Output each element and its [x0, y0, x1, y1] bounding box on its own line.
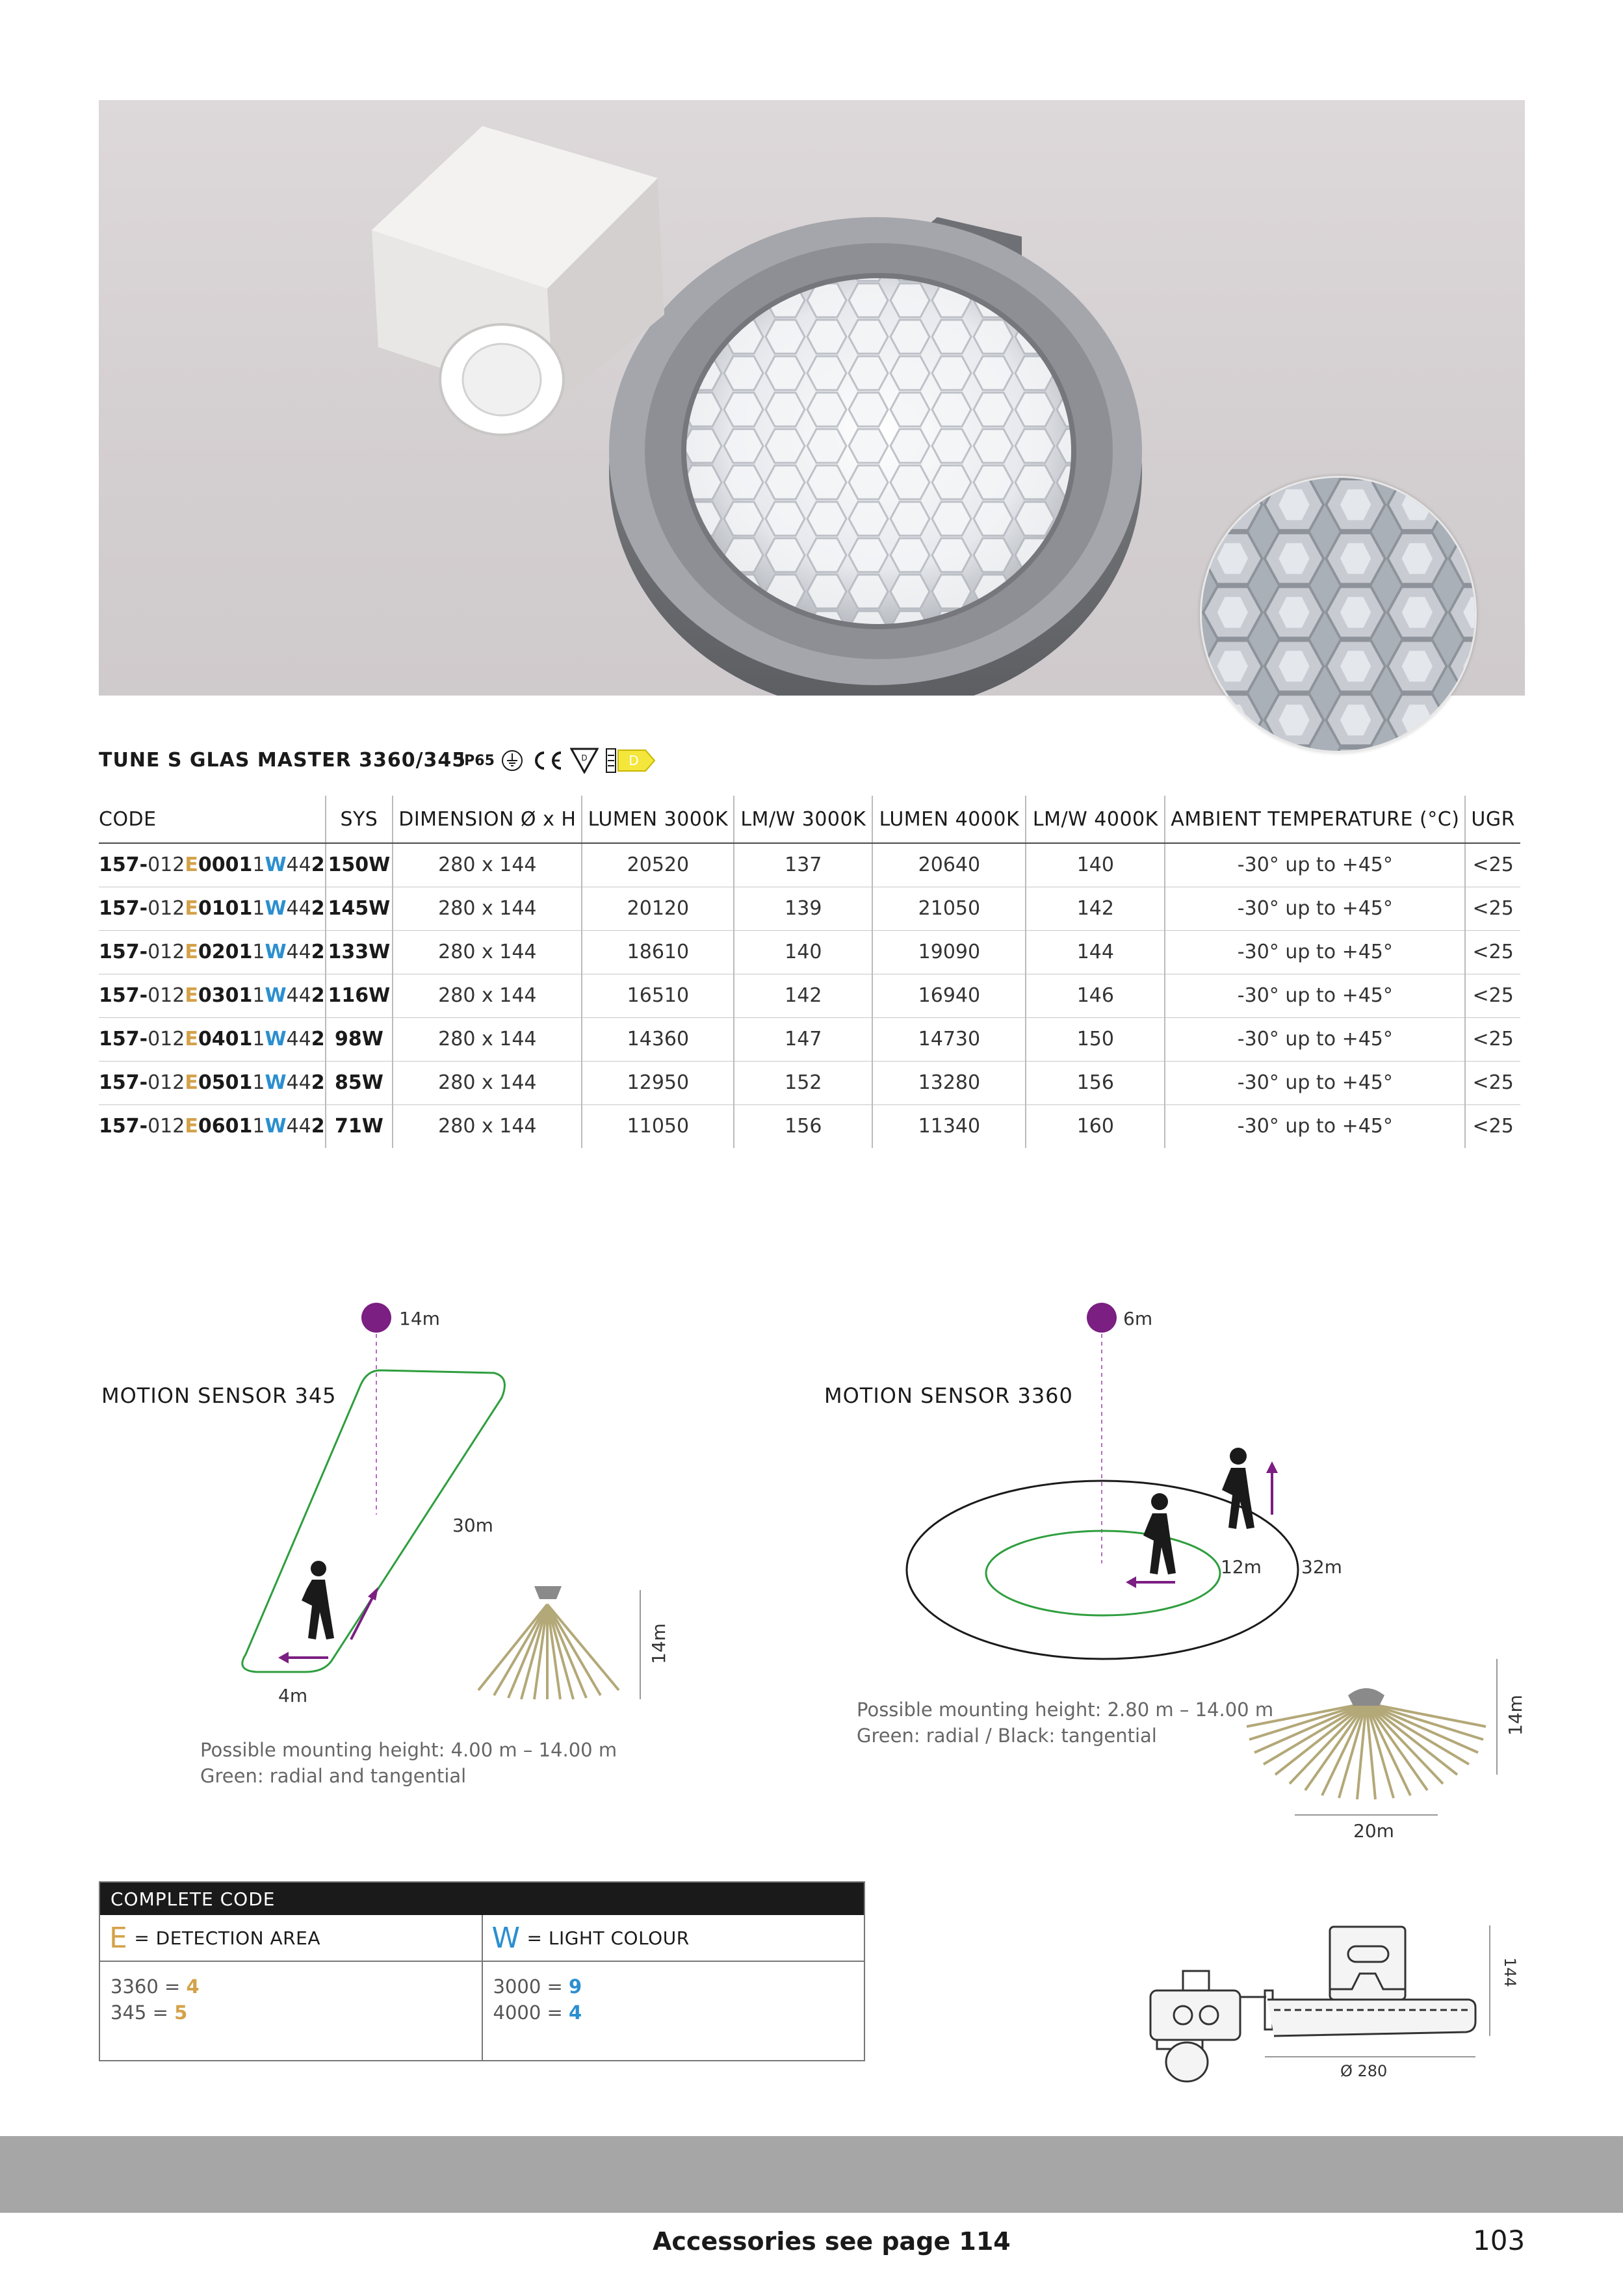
spec-table: [99, 796, 1520, 1148]
ambient-temperature: -30° up to +45°: [1165, 843, 1465, 887]
ambient-temperature: -30° up to +45°: [1165, 1061, 1465, 1104]
detection-option: 3360 = 4: [110, 1976, 200, 1998]
lumen-3000k: 12950: [582, 1061, 734, 1104]
lmw-4000k: 144: [1026, 930, 1165, 974]
colour-option: 3000 = 9: [493, 1976, 582, 1998]
system-power: 98W: [326, 1017, 393, 1061]
sensor-3360-note: [857, 1697, 1273, 1749]
sensor-3360-inner-label: 12m: [1221, 1556, 1262, 1578]
drawing-diameter-label: Ø 280: [1340, 2062, 1388, 2080]
svg-text:D: D: [629, 753, 639, 768]
system-power: 133W: [326, 930, 393, 974]
ambient-temperature: -30° up to +45°: [1165, 1104, 1465, 1148]
lmw-3000k: 140: [734, 930, 872, 974]
drawing-height-label: 144: [1500, 1957, 1519, 1987]
lmw-3000k: 139: [734, 887, 872, 930]
table-row: [99, 974, 1520, 1017]
sensor-3360-head-icon: [1348, 1688, 1384, 1706]
sensor-345-zone-legend: Green: radial and tangential: [200, 1765, 467, 1787]
sensor-3360-zone-legend: Green: radial / Black: tangential: [857, 1725, 1157, 1747]
product-code: 157-012E00011W442: [99, 843, 326, 887]
sensor-3360-width-label: 20m: [1353, 1820, 1394, 1842]
detection-area-label: = DETECTION AREA: [134, 1927, 320, 1949]
lmw-4000k: 156: [1026, 1061, 1165, 1104]
dimension: 280 x 144: [393, 843, 582, 887]
table-row: [99, 1061, 1520, 1104]
header-code: CODE: [99, 796, 326, 843]
technical-drawing: [1150, 1927, 1475, 2081]
product-code: 157-012E06011W442: [99, 1115, 325, 1138]
table-row: [99, 887, 1520, 930]
lmw-4000k: 140: [1026, 843, 1165, 887]
light-colour-column: [483, 1915, 864, 2060]
sensor-345-mounting-height: Possible mounting height: 4.00 m – 14.00 m: [200, 1739, 617, 1761]
product-code: 157-012E01011W442: [99, 887, 326, 930]
ambient-temperature: -30° up to +45°: [1165, 887, 1465, 930]
lmw-4000k: 146: [1026, 974, 1165, 1017]
light-colour-letter: W: [491, 1921, 521, 1955]
product-code: 157-012E05011W442: [99, 1061, 326, 1104]
product-code: 157-012E03011W442: [99, 974, 326, 1017]
energy-label-icon: [605, 748, 657, 774]
lumen-4000k: 20640: [872, 843, 1026, 887]
footer-band: [0, 2136, 1623, 2213]
header-lmw-3000k: LM/W 3000K: [734, 796, 872, 843]
lmw-3000k: 137: [734, 843, 872, 887]
hex-lens-detail: [1202, 478, 1475, 751]
lmw-4000k: 160: [1026, 1104, 1165, 1148]
sensor-345-head-icon: [534, 1586, 562, 1599]
detection-area-letter: E: [109, 1921, 128, 1955]
header-lumen-3000k: LUMEN 3000K: [582, 796, 734, 843]
lmw-3000k: 152: [734, 1061, 872, 1104]
dimension: 280 x 144: [393, 930, 582, 974]
lumen-3000k: 14360: [582, 1017, 734, 1061]
ip-rating: IP65: [459, 752, 495, 769]
dimension: 280 x 144: [393, 1104, 582, 1148]
ugr: <25: [1465, 1061, 1520, 1104]
sensor-3360-mounting-height: Possible mounting height: 2.80 m – 14.00 m: [857, 1699, 1274, 1721]
lmw-3000k: 142: [734, 974, 872, 1017]
lens-detail-zoom: [1200, 476, 1477, 753]
sensor-345-title: MOTION SENSOR 345: [101, 1383, 337, 1408]
system-power: 145W: [326, 887, 393, 930]
sensor-3360-title: MOTION SENSOR 3360: [824, 1383, 1073, 1408]
lumen-3000k: 20120: [582, 887, 734, 930]
light-colour-label: = LIGHT COLOUR: [526, 1927, 690, 1949]
header-ugr: UGR: [1465, 796, 1520, 843]
lumen-3000k: 20520: [582, 843, 734, 887]
ce-mark-icon: [530, 750, 564, 772]
person-walking-icon: [1143, 1448, 1254, 1574]
product-code: 157-012E02011W442: [99, 930, 326, 974]
lumen-4000k: 13280: [872, 1061, 1026, 1104]
system-power: 150W: [326, 843, 393, 887]
colour-option: 4000 = 4: [493, 2002, 582, 2024]
lmw-4000k: 150: [1026, 1017, 1165, 1061]
table-row: [99, 843, 1520, 887]
detection-area-column: [100, 1915, 483, 2060]
page-number: 103: [1473, 2224, 1526, 2256]
header-dimension: DIMENSION Ø x H: [393, 796, 582, 843]
lmw-4000k: 142: [1026, 887, 1165, 930]
sensor-345-beam-fan: [478, 1604, 619, 1699]
ambient-temperature: -30° up to +45°: [1165, 974, 1465, 1017]
header-lmw-4000k: LM/W 4000K: [1026, 796, 1165, 843]
sensor-3360-position-dot: [1087, 1303, 1117, 1333]
sensor-345-note: [200, 1737, 617, 1789]
table-row: [99, 930, 1520, 974]
complete-code-box: [99, 1881, 865, 2061]
table-row: [99, 1017, 1520, 1061]
sensor-3360-side-height-label: 14m: [1504, 1695, 1526, 1736]
lumen-3000k: 11050: [582, 1104, 734, 1148]
svg-text:D: D: [581, 753, 588, 763]
system-power: 71W: [326, 1104, 393, 1148]
person-walking-icon: [302, 1561, 334, 1639]
sensor-3360-outer-label: 32m: [1301, 1556, 1342, 1578]
vde-triangle-icon: [570, 748, 599, 774]
sensor-3360-radial-zone: [986, 1531, 1220, 1615]
ambient-temperature: -30° up to +45°: [1165, 930, 1465, 974]
lumen-4000k: 16940: [872, 974, 1026, 1017]
earth-symbol-icon: [501, 750, 523, 772]
ugr: <25: [1465, 887, 1520, 930]
system-power: 116W: [326, 974, 393, 1017]
accessories-link[interactable]: Accessories see page 114: [653, 2227, 1011, 2256]
table-header-row: [99, 796, 1520, 843]
header-ambient-temperature: AMBIENT TEMPERATURE (°C): [1165, 796, 1465, 843]
dimension: 280 x 144: [393, 887, 582, 930]
table-row: [99, 1104, 1520, 1148]
dimension: 280 x 144: [393, 1017, 582, 1061]
sensor-345-position-dot: [361, 1303, 391, 1333]
complete-code-header: COMPLETE CODE: [100, 1883, 864, 1915]
sensor-345-height-label: 14m: [399, 1308, 440, 1329]
detection-option: 345 = 5: [110, 2002, 188, 2024]
tangential-arrow-icon: [351, 1594, 374, 1639]
ugr: <25: [1465, 1017, 1520, 1061]
lmw-3000k: 147: [734, 1017, 872, 1061]
lumen-4000k: 14730: [872, 1017, 1026, 1061]
ugr: <25: [1465, 843, 1520, 887]
sensor-345-width-label: 4m: [278, 1685, 308, 1706]
sensor-3360-height-label: 6m: [1123, 1308, 1153, 1329]
ugr: <25: [1465, 1104, 1520, 1148]
dimension: 280 x 144: [393, 1061, 582, 1104]
ugr: <25: [1465, 974, 1520, 1017]
dimension: 280 x 144: [393, 974, 582, 1017]
sensor-345-length-label: 30m: [452, 1515, 493, 1536]
header-sys: SYS: [326, 796, 393, 843]
header-lumen-4000k: LUMEN 4000K: [872, 796, 1026, 843]
lumen-4000k: 19090: [872, 930, 1026, 974]
lumen-4000k: 21050: [872, 887, 1026, 930]
product-title: TUNE S GLAS MASTER 3360/345: [99, 749, 467, 772]
system-power: 85W: [326, 1061, 393, 1104]
certification-icons: [459, 746, 657, 775]
lumen-3000k: 16510: [582, 974, 734, 1017]
ambient-temperature: -30° up to +45°: [1165, 1017, 1465, 1061]
product-code: 157-012E04011W442: [99, 1017, 326, 1061]
lumen-3000k: 18610: [582, 930, 734, 974]
ugr: <25: [1465, 930, 1520, 974]
sensor-345-side-height-label: 14m: [647, 1623, 669, 1664]
lumen-4000k: 11340: [872, 1104, 1026, 1148]
sensor-3360-beam-fan: [1247, 1703, 1486, 1799]
lmw-3000k: 156: [734, 1104, 872, 1148]
